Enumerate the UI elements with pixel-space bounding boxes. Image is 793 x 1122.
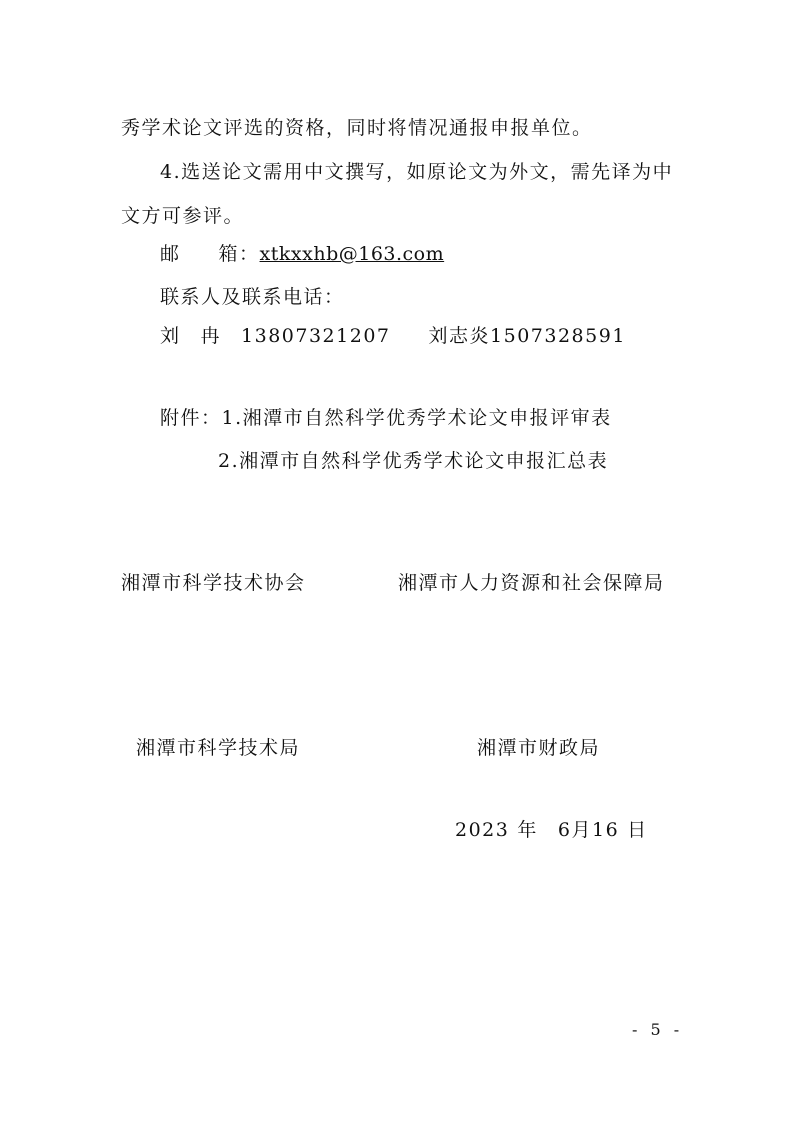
signature-org-3: 湘潭市科学技术局 bbox=[136, 737, 301, 759]
email-label-part2: 箱： bbox=[218, 243, 260, 265]
person1-name-part1: 刘 bbox=[160, 325, 181, 347]
person1-name-part2: 冉 bbox=[200, 325, 222, 347]
date-day-unit: 日 bbox=[627, 819, 648, 841]
signature-org-2: 湘潭市人力资源和社会保障局 bbox=[398, 572, 665, 594]
date-month: 6 bbox=[557, 819, 572, 841]
contact-persons-row bbox=[160, 323, 626, 349]
date-year: 2023 bbox=[455, 819, 510, 841]
body-line-2: 4.选送论文需用中文撰写，如原论文为外文，需先译为中 bbox=[160, 161, 674, 183]
signature-org-4: 湘潭市财政局 bbox=[477, 737, 601, 759]
email-label-part1: 邮 bbox=[160, 243, 181, 265]
person2-phone: 1507328591 bbox=[490, 325, 626, 347]
attachment-item-1: 1.湘潭市自然科学优秀学术论文申报评审表 bbox=[221, 407, 612, 429]
email-row bbox=[160, 241, 444, 267]
page-number: - 5 - bbox=[632, 1020, 684, 1039]
date-year-unit: 年 bbox=[517, 819, 538, 841]
date-day: 16 bbox=[591, 819, 620, 841]
person1-phone: 13807321207 bbox=[241, 325, 391, 347]
signature-org-1: 湘潭市科学技术协会 bbox=[121, 572, 306, 594]
contact-phone-label: 联系人及联系电话： bbox=[160, 286, 345, 308]
attachment-label: 附件： bbox=[160, 407, 222, 429]
person2-name: 刘志炎 bbox=[428, 325, 491, 347]
date-month-unit: 月 bbox=[571, 819, 592, 841]
document-date bbox=[455, 817, 648, 843]
attachment-row-1 bbox=[160, 405, 612, 431]
body-line-3: 文方可参评。 bbox=[121, 205, 245, 227]
email-link[interactable]: xtkxxhb@163.com bbox=[259, 243, 445, 265]
attachment-item-2: 2.湘潭市自然科学优秀学术论文申报汇总表 bbox=[218, 450, 609, 472]
body-line-1: 秀学术论文评选的资格，同时将情况通报申报单位。 bbox=[121, 117, 593, 139]
